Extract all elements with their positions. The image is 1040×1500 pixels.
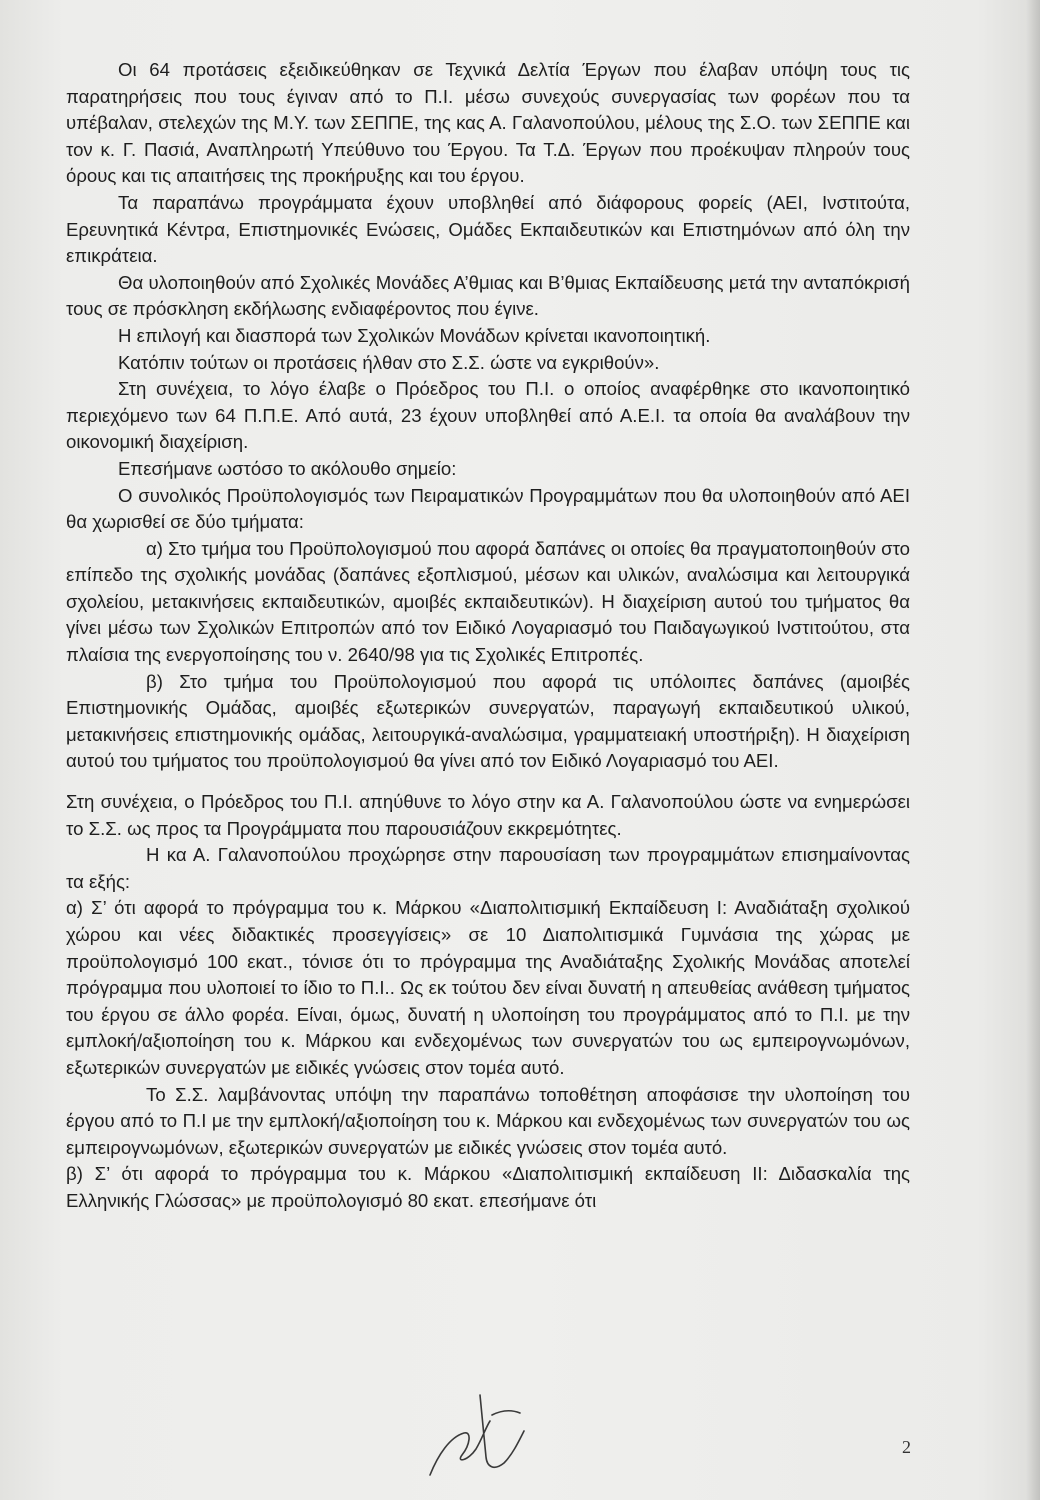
paragraph: Τα παραπάνω προγράμματα έχουν υποβληθεί από διάφορους φορείς (ΑΕΙ, Ινστιτούτα, Ερευνητικά Κέντρα, Επιστημονικές Ενώσεις, Ομάδες Εκπαιδευτικών και Επιστημόνων από όλη την επικράτεια. [66,191,910,267]
paragraph: Θα υλοποιηθούν από Σχολικές Μονάδες Α’θμιας και Β’θμιας Εκπαίδευσης μετά την ανταπόκρισή τους σε πρόσκληση εκδήλωσης ενδιαφέροντος που έγινε. [66,271,910,320]
paragraph: α) Στο τμήμα του Προϋπολογισμού που αφορά δαπάνες οι οποίες θα πραγματοποιηθούν στο επίπεδο της σχολικής μονάδας (δαπάνες εξοπλισμού, μέσων και υλικών, αναλώσιμα και λειτουργικά σχολείου, μετακινήσεις εκπαιδευτικών, αμοιβές εκπαιδευτικών). Η διαχείριση αυτού του τμήματος θα γίνει μέσω των Σχολικών Επιτροπών από τον Ειδικό Λογαριασμό του Παιδαγωγικού Ινστιτούτου, στα πλαίσια της ενεργοποίησης του ν. 2640/98 για τις Σχολικές Επιτροπές. [66,537,910,666]
paragraph: Η κα Α. Γαλανοπούλου προχώρησε στην παρουσίαση των προγραμμάτων επισημαίνοντας τα εξής: [66,844,910,892]
paragraph-gap [66,775,910,789]
paragraph: α) Σ’ ότι αφορά το πρόγραμμα του κ. Μάρκου «Διαπολιτισμική Εκπαίδευση Ι: Αναδιάταξη σχολικού χώρου και νέες διδακτικές προσεγγίσεις» σε 10 Διαπολιτισμικά Γυμνάσια της χώρας με προϋπολογισμό 100 εκατ., τόνισε ότι το πρόγραμμα της Αναδιάταξης Σχολικής Μονάδας αποτελεί πρόγραμμα που υλοποιεί το ίδιο το Π.Ι.. Ως εκ τούτου δεν είναι δυνατή η απευθείας ανάθεση τμήματος του έργου σε άλλο φορέα. Είναι, όμως, δυνατή η υλοποίηση του προγράμματος από το Π.Ι. με την εμπλοκή/αξιοποίηση του κ. Μάρκου και ενδεχομένως των συνεργατών του ως εμπειρογνωμόνων, εξωτερικών συνεργατών με ειδικές γνώσεις στον τομέα αυτό. [66,897,910,1078]
paragraph: Το Σ.Σ. λαμβάνοντας υπόψη την παραπάνω τοποθέτηση αποφάσισε την υλοποίηση του έργου από το Π.Ι με την εμπλοκή/αξιοποίηση του κ. Μάρκου και ενδεχομένως των συνεργατών του ως εμπειρογνωμόνων, εξωτερικών συνεργατών με ειδικές γνώσεις στον τομέα αυτό. [66,1083,910,1158]
page-edge-shadow [1026,0,1040,1500]
paragraph: Στη συνέχεια, ο Πρόεδρος του Π.Ι. απηύθυνε το λόγο στην κα Α. Γαλανοπούλου ώστε να ενημερώσει το Σ.Σ. ως προς τα Προγράμματα που παρουσιάζουν εκκρεμότητες. [66,791,910,839]
paragraph: Η επιλογή και διασπορά των Σχολικών Μονάδων κρίνεται ικανοποιητική. [118,324,711,346]
paragraph: β) Σ’ ότι αφορά το πρόγραμμα του κ. Μάρκου «Διαπολιτισμική εκπαίδευση ΙΙ: Διδασκαλία της Ελληνικής Γλώσσας» με προϋπολογισμό 80 εκατ. επεσήμανε ότι [66,1163,910,1211]
handwritten-signature [420,1375,540,1485]
paragraph: β) Στο τμήμα του Προϋπολογισμού που αφορά τις υπόλοιπες δαπάνες (αμοιβές Επιστημονικής Ομάδας, αμοιβές εξωτερικών συνεργατών, παραγωγή εκπαιδευτικού υλικού, μετακινήσεις επιστημονικής ομάδας, λειτουργικά-αναλώσιμα, γραμματειακή υποστήριξη). Η διαχείριση αυτού του τμήματος του προϋπολογισμού θα γίνει από τον Ειδικό Λογαριασμό του ΑΕΙ. [66,670,910,772]
paragraph: Στη συνέχεια, το λόγο έλαβε ο Πρόεδρος του Π.Ι. ο οποίος αναφέρθηκε στο ικανοποιητικό περιεχόμενο των 64 Π.Π.Ε. Από αυτά, 23 έχουν υποβληθεί από Α.Ε.Ι. τα οποία θα αναλάβουν την οικονομική διαχείριση. [66,378,910,453]
paragraph: Ο συνολικός Προϋπολογισμός των Πειραματικών Προγραμμάτων που θα υλοποιηθούν από ΑΕΙ θα χωρισθεί σε δύο τμήματα: [66,484,910,533]
document-body [66,57,910,1215]
paragraph: Οι 64 προτάσεις εξειδικεύθηκαν σε Τεχνικά Δελτία Έργων που έλαβαν υπόψη τους τις παρατηρήσεις που τους έγιναν από το Π.Ι. μέσω συνεχούς συνεργασίας των φορέων που τα υπέβαλαν, στελεχών της Μ.Υ. των ΣΕΠΠΕ, της κας Α. Γαλανοπούλου, μέλους της Σ.Ο. των ΣΕΠΠΕ και τον κ. Γ. Πασιά, Αναπληρωτή Υπεύθυνο του Έργου. Τα Τ.Δ. Έργων που προέκυψαν πληρούν τους όρους και τις απαιτήσεις της προκήρυξης και του έργου. [66,59,910,187]
page-number: 2 [902,1437,911,1457]
paragraph: Επεσήμανε ωστόσο το ακόλουθο σημείο: [118,457,457,479]
paragraph: Κατόπιν τούτων οι προτάσεις ήλθαν στο Σ.Σ. ώστε να εγκριθούν». [118,351,660,373]
